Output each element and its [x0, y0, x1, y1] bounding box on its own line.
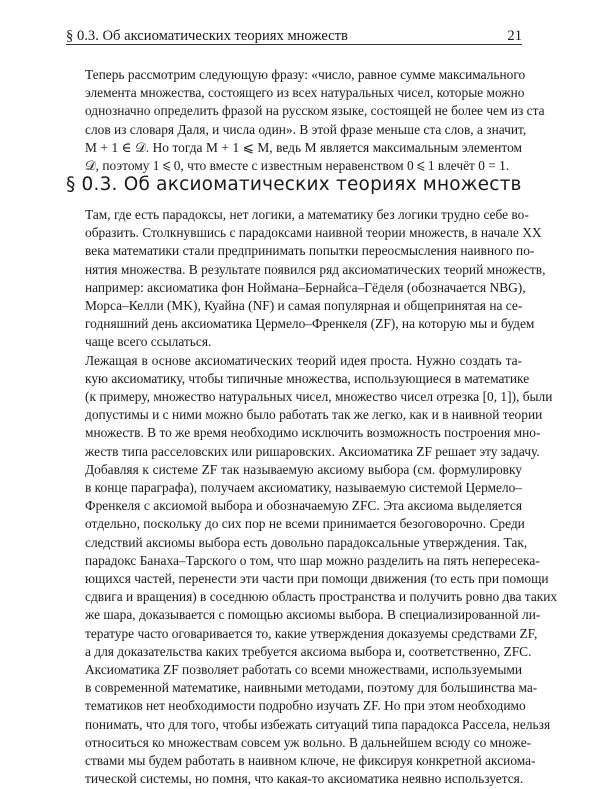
section-heading: § 0.3. Об аксиоматических теориях множеств — [66, 174, 522, 195]
text-line: элемента множества, состоящего из всех натуральных чисел, которые можно — [85, 85, 525, 101]
text-line: Морса–Келли (MK), Куайна (NF) и самая популярная и общепринятая на се- — [85, 298, 523, 314]
text-line: тературе часто оговаривается то, какие утверждения доказуемы средствами ZF, — [85, 625, 538, 641]
text-line: Добавляя к системе ZF так называемую аксиому выбора (см. формулировку — [85, 461, 522, 477]
text-line: века математики стали предпринимать попытки переосмысления наивного по- — [85, 243, 535, 259]
text-line: например: аксиоматика фон Ноймана–Бернайса–Гёделя (обозначается NBG), — [85, 279, 526, 295]
paragraph — [66, 206, 546, 352]
page-number: 21 — [507, 28, 522, 44]
text-line: а для доказательства каких требуется аксиома выбора и, соответственно, ZFC. — [85, 643, 532, 659]
text-line: тематиков нет необходимости подробно изучать ZF. Но при этом необходимо — [85, 698, 526, 714]
text-line: же шара, доказывается с помощью аксиомы выбора. В специализированной ли- — [85, 607, 541, 623]
paragraph — [66, 461, 558, 661]
text-line: Теперь рассмотрим следующую фразу: «число, равное сумме максимального — [85, 67, 526, 82]
text-line: ющихся частей, перенести эти части при помощи движения (то есть при помощи — [85, 571, 549, 587]
text-line: парадокс Банаха–Тарского о том, что шар можно разделить на пять непересека- — [85, 552, 540, 568]
text-line: нятия множества. В результате появился ряд аксиоматических теорий множеств, — [85, 261, 546, 277]
text-line: сдвига и вращения) в соседнюю область пространства и получить ровно два таких — [85, 589, 558, 605]
running-head-title: § 0.3. Об аксиоматических теориях множеств — [66, 28, 348, 44]
text-line: чаще всего ссылаться. — [85, 334, 212, 350]
text-line: образить. Столкнувшись с парадоксами наивной теории множеств, в начале XX — [85, 225, 542, 241]
intro-paragraph — [66, 66, 545, 175]
text-line: ствами мы будем работать в наивном ключе, не фиксируя конкретной аксиома- — [85, 753, 536, 769]
text-line: жеств типа расселовских или ришаровских. Аксиоматика ZF решает эту задачу. — [85, 443, 540, 459]
text-line: понимать, что для того, чтобы избежать ситуаций типа парадокса Рассела, нельзя — [85, 716, 551, 732]
paragraph — [66, 661, 551, 788]
text-line: тической системы, но помня, что какая-то аксиоматика неявно используется. — [85, 771, 524, 787]
text-line: Лежащая в основе аксиоматических теорий идея проста. Нужно создать та- — [85, 352, 522, 368]
text-line: M + 1 ∈ 𝒟. Но тогда M + 1 ⩽ M, ведь M является максимальным элементом — [85, 139, 522, 155]
text-line: множеств. В то же время необходимо исключить возможность построения мно- — [85, 425, 541, 441]
text-line: в конце параграфа), получаем аксиоматику, называемую системой Цермело– — [85, 480, 523, 496]
text-line: Френкеля с аксиомой выбора и обозначаемую ZFC. Эта аксиома выделяется — [85, 498, 522, 514]
text-line: относиться ко множествам совсем уж вольно. В дальнейшем всюду со множе- — [85, 734, 532, 750]
text-line: следствий аксиомы выбора есть довольно парадоксальные утверждения. Так, — [85, 534, 528, 550]
text-line: отдельно, поскольку до сих пор не всеми принимается безоговорочно. Среди — [85, 516, 525, 532]
running-head — [66, 22, 522, 45]
text-line: в современной математике, наивными методами, поэтому для большинства ма- — [85, 680, 538, 696]
section-body — [66, 206, 558, 789]
paragraph — [66, 352, 553, 461]
text-line: допустимы и с ними можно было работать так же легко, как и в наивной теории — [85, 407, 543, 423]
text-line: (к примеру, множество натуральных чисел, множество чисел отрезка [0, 1]), были — [85, 389, 553, 405]
text-line: 𝒟, поэтому 1 ⩽ 0, что вместе с известным неравенством 0 ⩽ 1 влечёт 0 = 1. — [85, 158, 510, 174]
text-line: годняшний день аксиоматика Цермело–Френкеля (ZF), на которую мы и будем — [85, 316, 535, 332]
text-line: кую аксиоматику, чтобы типичные множества, использующиеся в математике — [85, 370, 530, 386]
text-line: слов из словаря Даля, и числа один». В этой фразе меньше ста слов, а значит, — [85, 121, 527, 137]
text-line: Там, где есть парадоксы, нет логики, а математику без логики трудно себе во- — [85, 207, 529, 222]
text-line: однозначно определить фразой на русском языке, состоящей не более чем из ста — [85, 103, 545, 119]
text-line: Аксиоматика ZF позволяет работать со всеми множествами, используемыми — [85, 662, 522, 678]
